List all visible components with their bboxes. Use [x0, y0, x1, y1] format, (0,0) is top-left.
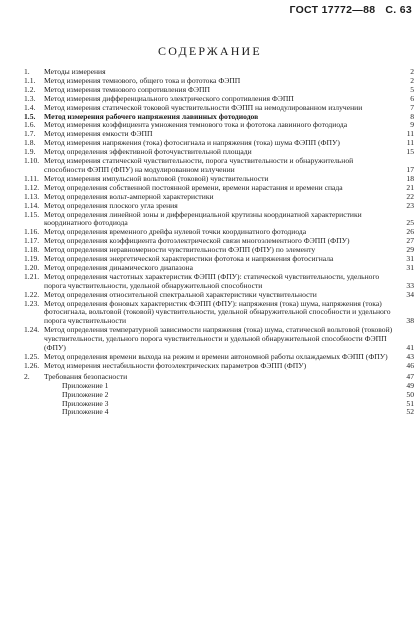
standard-number: ГОСТ 17772—88 [289, 4, 376, 16]
toc-entry-title: Метод определения динамического диапазона [44, 262, 193, 272]
toc-entry-number: 1.7. [24, 129, 36, 139]
toc-entry-page: 6 [410, 93, 414, 103]
toc-entry-page: 31 [406, 262, 414, 272]
toc-entry-title: Метод измерения темнового, общего тока и фототока ФЭПП [44, 75, 241, 85]
toc-entry-page: 25 [406, 218, 414, 228]
toc-entry-number: 1.3. [24, 93, 36, 103]
toc-entry-number: 1.8. [24, 138, 36, 148]
toc-entry-number: 1.9. [24, 147, 36, 157]
toc-entry-number: 1. [24, 67, 30, 76]
toc-entry-number: 1.21. [24, 271, 40, 281]
toc-entry-page: 2 [410, 67, 414, 76]
toc-entry-page: 27 [406, 236, 414, 246]
toc-entry [24, 300, 414, 327]
toc-entry-number: 1.1. [24, 75, 36, 85]
toc-entry-title: Метод определения коэффициента фотоэлектрической связи многоэлементного ФЭПП (ФПУ) [44, 236, 350, 246]
page-title: СОДЕРЖАНИЕ [158, 44, 262, 58]
toc-entry-number: 1.12. [24, 182, 40, 192]
toc-entry-number: 1.24. [24, 325, 40, 335]
toc-entry-title: Метод определения плоского угла зрения [44, 200, 178, 210]
toc-entry-page: 18 [406, 173, 414, 183]
toc-entry-page: 8 [410, 111, 414, 121]
table-of-contents [24, 68, 414, 417]
toc-entry-page: 15 [406, 147, 414, 157]
toc-entry-title: Приложение 4 [62, 407, 109, 417]
toc-entry-title: Методы измерения [44, 67, 106, 76]
toc-entry-page: 43 [406, 352, 414, 361]
toc-entry-title: Метод определения частотных характеристик ФЭПП (ФПУ): статической чувствительности, удельного порога чувствительности, удельной обнаружительной способности [44, 271, 380, 290]
toc-entry [24, 362, 414, 371]
toc-entry-page: 46 [406, 360, 414, 370]
toc-entry-number: 1.25. [24, 352, 40, 361]
toc-entry-title: Метод определения энергетической характеристики фототока и напряжения фотосигнала [44, 254, 334, 264]
toc-entry-page: 11 [406, 138, 414, 148]
toc-entry-page: 49 [406, 380, 414, 390]
toc-entry-page: 5 [410, 84, 414, 94]
toc-entry-title: Метод измерения коэффициента умножения темнового тока и фототока лавинного фотодиода [44, 120, 348, 130]
toc-entry-page: 51 [406, 398, 414, 408]
page-number: С. 63 [385, 4, 412, 16]
toc-entry-page: 21 [406, 182, 414, 192]
toc-entry-number: 1.5. [24, 111, 36, 121]
toc-entry-title: Метод измерения статической чувствительности, порога чувствительности и обнаружительной способности ФЭПП (ФПУ) на модулированном излучении [44, 156, 354, 174]
toc-entry-page: 33 [406, 280, 414, 290]
toc-entry-number: 1.11. [24, 173, 39, 183]
toc-entry-number: 1.6. [24, 120, 36, 130]
toc-entry-page: 29 [406, 245, 414, 255]
toc-entry-page: 17 [406, 164, 414, 174]
toc-entry-number: 1.23. [24, 298, 40, 308]
toc-entry-title: Приложение 3 [62, 398, 109, 408]
toc-entry-number: 1.10. [24, 156, 40, 166]
toc-entry-number: 1.14. [24, 200, 40, 210]
toc-entry-title: Метод определения эффективной фоточувствительной площади [44, 147, 252, 157]
toc-entry-page: 31 [406, 254, 414, 264]
toc-entry-title: Метод измерения напряжения (тока) фотосигнала и напряжения (тока) шума ФЭПП (ФПУ) [44, 138, 340, 148]
toc-entry-number: 1.17. [24, 236, 40, 246]
toc-entry-page: 11 [406, 129, 414, 139]
toc-entry-title: Метод измерения рабочего напряжения лавинных фотодиодов [44, 111, 259, 121]
toc-entry-title: Метод измерения темнового сопротивления ФЭПП [44, 84, 210, 94]
toc-entry-title: Метод определения температурной зависимости напряжения (тока) шума, статической вольтовой (токовой) чувствительности, удельного порога чувствительности и удельной обнаружительной способности ФЭПП (ФПУ) [44, 325, 393, 353]
toc-entry-title: Метод измерения импульсной вольтовой (токовой) чувствительности [44, 173, 269, 183]
toc-entry-number: 1.19. [24, 254, 40, 264]
toc-entry-page: 34 [406, 289, 414, 299]
toc-entry-page: 38 [406, 316, 414, 326]
toc-entry [24, 408, 414, 417]
toc-entry-number: 2. [24, 371, 30, 381]
toc-entry-page: 22 [406, 191, 414, 201]
toc-entry-page: 47 [406, 371, 414, 381]
toc-entry-title: Метод определения неравномерности чувствительности ФЭПП (ФПУ) по элементу [44, 245, 316, 255]
toc-entry-title: Метод определения вольт-амперной характеристики [44, 191, 214, 201]
toc-entry-title: Приложение 1 [62, 380, 109, 390]
toc-entry-page: 2 [410, 75, 414, 85]
toc-entry-number: 1.20. [24, 262, 40, 272]
toc-entry-title: Метод измерения дифференциального электрического сопротивления ФЭПП [44, 93, 294, 103]
toc-entry [24, 157, 414, 175]
toc-entry-number: 1.16. [24, 227, 40, 237]
toc-entry-page: 26 [406, 227, 414, 237]
toc-entry [24, 211, 414, 229]
toc-entry-title: Метод определения временного дрейфа нулевой точки координатного фотодиода [44, 227, 307, 237]
toc-entry-page: 23 [406, 200, 414, 210]
toc-entry-title: Метод определения фоновых характеристик ФЭПП (ФПУ): напряжения (тока) шума, напряжения (тока) фотосигнала, вольтовой (токовой) чувствительности, удельной обнаружительной способности и удельного порога чувствительности [44, 298, 391, 326]
toc-entry-page: 7 [410, 102, 414, 112]
toc-entry-title: Метод определения собственной постоянной времени, времени нарастания и времени спада [44, 182, 343, 192]
toc-entry-number: 1.22. [24, 289, 40, 299]
toc-entry-title: Требования безопасности [44, 371, 128, 381]
toc-entry-page: 50 [406, 389, 414, 399]
toc-entry-title: Приложение 2 [62, 389, 109, 399]
toc-entry-title: Метод определения линейной зоны и дифференциальной крутизны координатной характеристики координатного фотодиода [44, 209, 362, 228]
toc-entry-number: 1.13. [24, 191, 40, 201]
toc-entry-title: Метод измерения емкости ФЭПП [44, 129, 153, 139]
toc-entry-title: Метод измерения статической токовой чувствительности ФЭПП на немодулированном излучении [44, 102, 363, 112]
toc-entry-number: 1.4. [24, 102, 36, 112]
toc-entry-title: Метод определения времени выхода на режим и времени автономной работы охлаждаемых ФЭПП (ФПУ) [44, 352, 388, 361]
toc-entry [24, 273, 414, 291]
toc-entry-number: 1.15. [24, 209, 40, 219]
toc-entry-page: 52 [406, 407, 414, 417]
toc-entry-title: Метод измерения нестабильности фотоэлектрических параметров ФЭПП (ФПУ) [44, 360, 307, 370]
page-header [289, 4, 412, 16]
toc-entry-page: 41 [406, 343, 414, 353]
toc-entry-number: 1.2. [24, 84, 36, 94]
toc-entry-number: 1.18. [24, 245, 40, 255]
toc-entry-number: 1.26. [24, 360, 40, 370]
toc-entry-page: 9 [410, 120, 414, 130]
toc-entry-title: Метод определения относительной спектральной характеристики чувствительности [44, 289, 317, 299]
toc-entry [24, 326, 414, 353]
